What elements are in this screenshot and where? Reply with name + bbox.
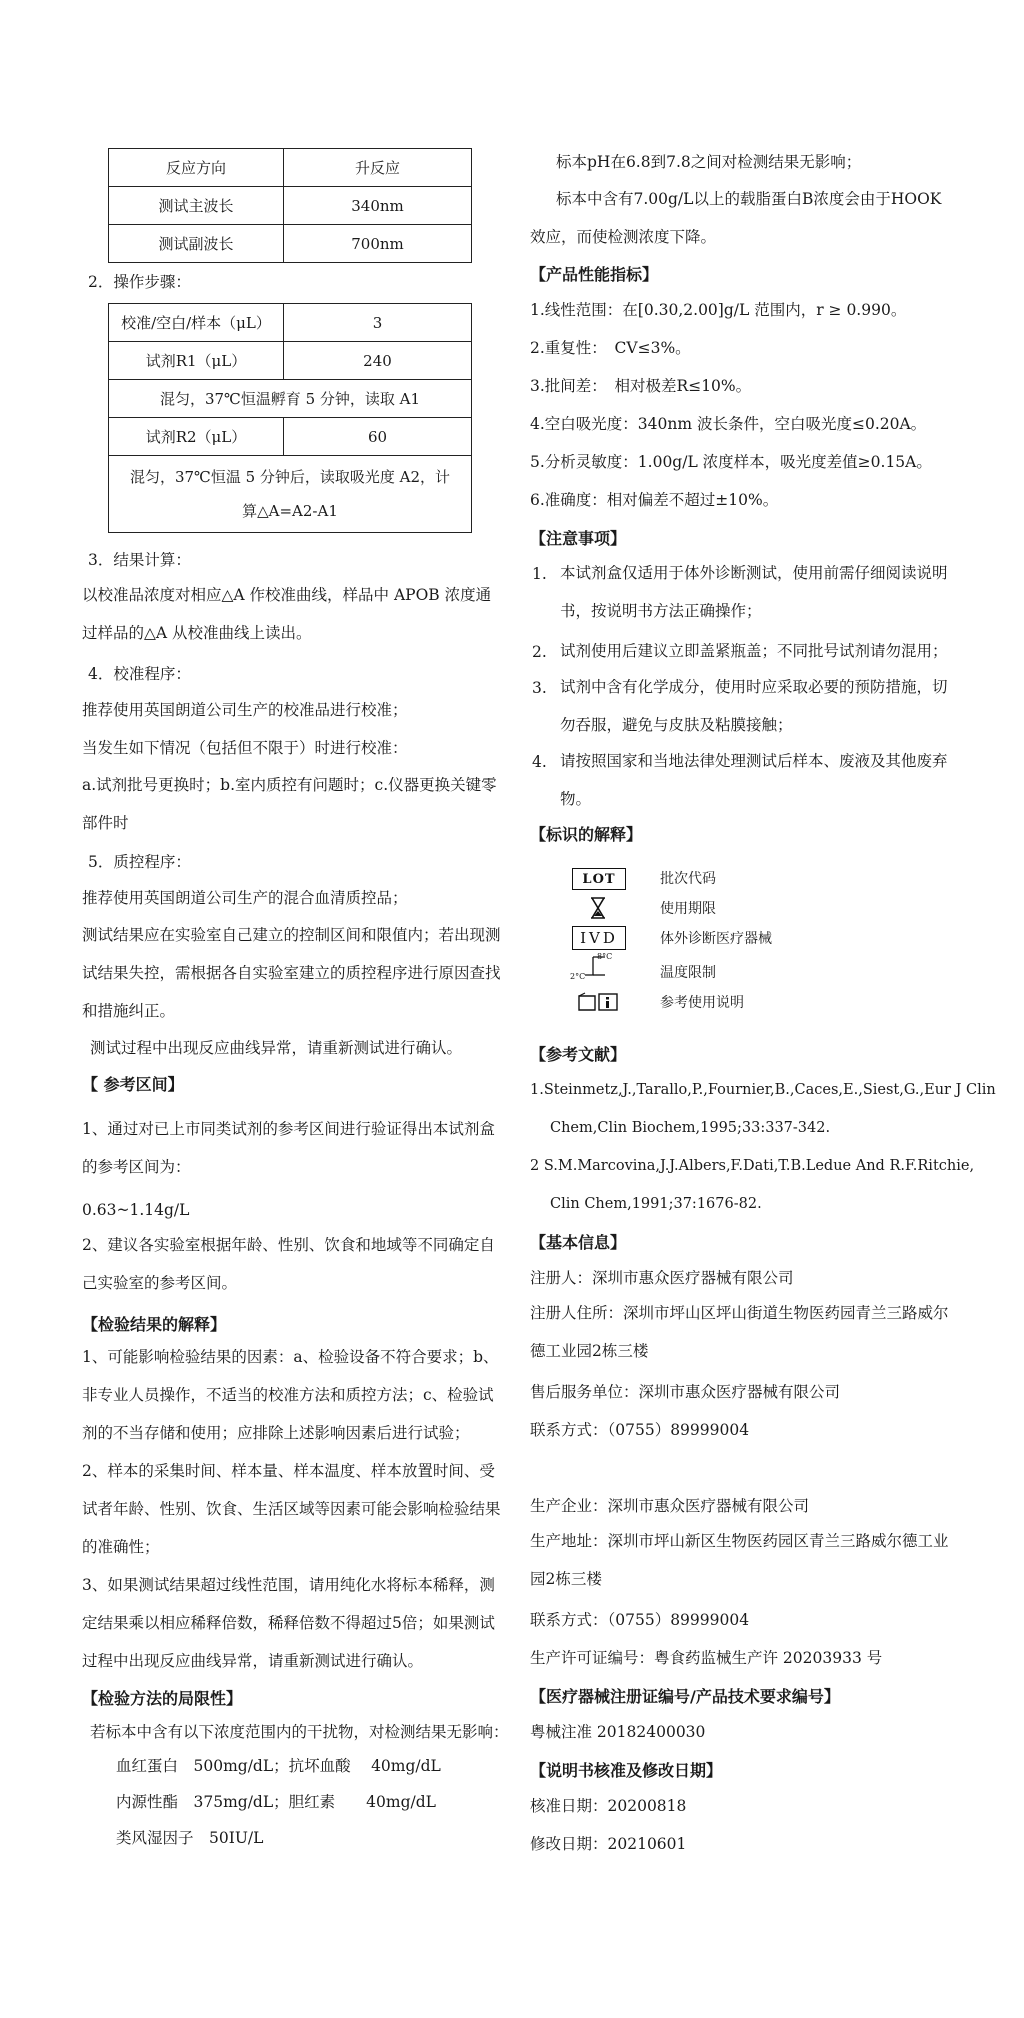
reference-entry: 1.Steinmetz,J.,Tarallo,P.,Fournier,B.,Caces,E.,Siest,G.,Eur J Clin xyxy=(530,1082,996,1098)
limitations-cont: 标本pH在6.8到7.8之间对检测结果无影响； xyxy=(556,153,862,171)
reference-entry: Chem,Clin Biochem,1995;33:337-342. xyxy=(550,1120,831,1136)
reference-entry: 2 S.M.Marcovina,J.J.Albers,F.Dati,T.B.Ledue And R.F.Ritchie, xyxy=(530,1158,975,1174)
temp-low-label: 2°C xyxy=(570,972,586,981)
info-line: 注册人住所：深圳市坪山区坪山街道生物医药园青兰三路威尔德工业园2栋三楼 xyxy=(530,1304,949,1360)
ivd-icon: IVD xyxy=(572,926,626,950)
hourglass-icon xyxy=(572,896,624,920)
precaution-num: 2. xyxy=(532,643,547,661)
interpretation-item: 1、可能影响检验结果的因素：a、检验设备不符合要求；b、非专业人员操作，不适当的校准方法和质控方法；c、检验试剂的不当存储和使用；应排除上述影响因素后进行试验； xyxy=(82,1348,499,1442)
interpretation-item: 2、样本的采集时间、样本量、样本温度、样本放置时间、受试者年龄、性别、饮食、生活区域等因素可能会影响检验结果的准确性； xyxy=(82,1462,501,1556)
info-line: 联系方式：（0755）89999004 xyxy=(530,1421,750,1439)
table-cell: 700nm xyxy=(284,225,472,263)
reference-item: 1、通过对已上市同类试剂的参考区间进行验证得出本试剂盒的参考区间为： xyxy=(82,1120,495,1176)
table-cell: 试剂R1（μL） xyxy=(109,342,284,380)
section-heading: 【参考文献】 xyxy=(530,1045,627,1064)
modified-date: 修改日期：20210601 xyxy=(530,1835,687,1853)
section-heading: 【产品性能指标】 xyxy=(530,265,659,284)
section-heading: 【 参考区间】 xyxy=(82,1075,184,1094)
precaution-text: 请按照国家和当地法律处理测试后样本、废液及其他废弃物。 xyxy=(560,752,948,808)
interferent-line: 内源性酯 375mg/dL；胆红素 40mg/dL xyxy=(116,1793,436,1811)
table-cell: 校准/空白/样本（μL） xyxy=(109,304,284,342)
table-cell: 240 xyxy=(284,342,472,380)
precaution-text: 本试剂盒仅适用于体外诊断测试，使用前需仔细阅读说明书，按说明书方法正确操作； xyxy=(560,564,948,620)
precaution-num: 4. xyxy=(532,753,547,771)
performance-item: 5.分析灵敏度：1.00g/L 浓度样本，吸光度差值≥0.15A。 xyxy=(530,453,932,471)
reference-entry: Clin Chem,1991;37:1676-82. xyxy=(550,1196,762,1212)
precaution-num: 3. xyxy=(532,679,547,697)
table-cell: 340nm xyxy=(284,187,472,225)
table-cell: 测试主波长 xyxy=(109,187,284,225)
book-info-icon xyxy=(572,990,624,1014)
symbol-label: 体外诊断医疗器械 xyxy=(660,931,772,947)
calibration-line: a.试剂批号更换时；b.室内质控有问题时；c.仪器更换关键零部件时 xyxy=(82,776,497,832)
limitations-intro: 若标本中含有以下浓度范围内的干扰物，对检测结果无影响： xyxy=(90,1723,509,1741)
table-cell: 60 xyxy=(284,418,472,456)
info-line: 联系方式：（0755）89999004 xyxy=(530,1611,750,1629)
calc-text: 以校准品浓度对相应△A 作校准曲线，样品中 APOB 浓度通过样品的△A 从校准曲线上读出。 xyxy=(82,586,492,642)
reference-item: 2、建议各实验室根据年龄、性别、饮食和地域等不同确定自己实验室的参考区间。 xyxy=(82,1236,495,1292)
performance-item: 6.准确度：相对偏差不超过±10%。 xyxy=(530,491,779,509)
registration-number: 粤械注准 20182400030 xyxy=(530,1723,706,1741)
symbol-label: 参考使用说明 xyxy=(660,995,744,1011)
interferent-line: 类风湿因子 50IU/L xyxy=(116,1829,264,1847)
calc-heading: 3．结果计算： xyxy=(88,551,191,569)
procedure-heading: 2．操作步骤： xyxy=(88,273,191,291)
table-cell: 3 xyxy=(284,304,472,342)
reaction-table xyxy=(108,148,472,263)
lot-icon: LOT xyxy=(572,868,626,890)
symbol-label: 批次代码 xyxy=(660,871,716,887)
symbol-label: 温度限制 xyxy=(660,965,716,981)
temp-high-label: 8°C xyxy=(597,952,613,961)
qc-line: 推荐使用英国朗道公司生产的混合血清质控品； xyxy=(82,889,408,907)
table-cell: 混匀，37℃恒温孵育 5 分钟，读取 A1 xyxy=(109,380,472,418)
info-line: 注册人：深圳市惠众医疗器械有限公司 xyxy=(530,1269,794,1287)
info-line: 生产许可证编号：粤食药监械生产许 20203933 号 xyxy=(530,1649,883,1667)
precaution-text: 试剂使用后建议立即盖紧瓶盖；不同批号试剂请勿混用； xyxy=(560,642,948,660)
performance-item: 1.线性范围：在[0.30,2.00]g/L 范围内，r ≥ 0.990。 xyxy=(530,301,907,319)
section-heading: 【检验方法的局限性】 xyxy=(82,1689,243,1708)
limitations-cont: 标本中含有7.00g/L以上的载脂蛋白B浓度会由于HOOK效应，而使检测浓度下降。 xyxy=(530,190,942,246)
section-heading: 【基本信息】 xyxy=(530,1233,627,1252)
qc-line: 测试结果应在实验室自己建立的控制区间和限值内；若出现测试结果失控，需根据各自实验室建立的质控程序进行原因查找和措施纠正。 xyxy=(82,926,501,1020)
table-cell: 反应方向 xyxy=(109,149,284,187)
symbol-label: 使用期限 xyxy=(660,901,716,917)
procedure-table xyxy=(108,303,472,533)
section-heading: 【医疗器械注册证编号/产品技术要求编号】 xyxy=(530,1687,840,1706)
performance-item: 4.空白吸光度：340nm 波长条件，空白吸光度≤0.20A。 xyxy=(530,415,927,433)
interpretation-item: 3、如果测试结果超过线性范围，请用纯化水将标本稀释，测定结果乘以相应稀释倍数，稀释倍数不得超过5倍；如果测试过程中出现反应曲线异常，请重新测试进行确认。 xyxy=(82,1576,495,1670)
section-heading: 【标识的解释】 xyxy=(530,825,643,844)
table-cell: 试剂R2（μL） xyxy=(109,418,284,456)
info-line: 售后服务单位：深圳市惠众医疗器械有限公司 xyxy=(530,1383,841,1401)
info-line: 生产企业：深圳市惠众医疗器械有限公司 xyxy=(530,1497,810,1515)
section-heading: 【检验结果的解释】 xyxy=(82,1315,227,1334)
section-heading: 【注意事项】 xyxy=(530,529,627,548)
performance-item: 3.批间差： 相对极差R≤10%。 xyxy=(530,377,752,395)
table-cell: 混匀，37℃恒温 5 分钟后，读取吸光度 A2，计算△A=A2-A1 xyxy=(109,456,472,533)
qc-line: 测试过程中出现反应曲线异常，请重新测试进行确认。 xyxy=(90,1039,463,1057)
table-cell: 测试副波长 xyxy=(109,225,284,263)
precaution-text: 试剂中含有化学成分，使用时应采取必要的预防措施，切勿吞服，避免与皮肤及粘膜接触； xyxy=(560,678,948,734)
calibration-line: 当发生如下情况（包括但不限于）时进行校准： xyxy=(82,739,408,757)
approval-date: 核准日期：20200818 xyxy=(530,1797,687,1815)
precaution-num: 1. xyxy=(532,565,547,583)
qc-heading: 5．质控程序： xyxy=(88,853,191,871)
info-line: 生产地址：深圳市坪山新区生物医药园区青兰三路威尔德工业园2栋三楼 xyxy=(530,1532,949,1588)
table-cell: 升反应 xyxy=(284,149,472,187)
calibration-heading: 4．校准程序： xyxy=(88,665,191,683)
reference-value: 0.63~1.14g/L xyxy=(82,1201,190,1219)
section-heading: 【说明书核准及修改日期】 xyxy=(530,1761,723,1780)
calibration-line: 推荐使用英国朗道公司生产的校准品进行校准； xyxy=(82,701,408,719)
interferent-line: 血红蛋白 500mg/dL；抗坏血酸 40mg/dL xyxy=(116,1757,441,1775)
performance-item: 2.重复性： CV≤3%。 xyxy=(530,339,691,357)
